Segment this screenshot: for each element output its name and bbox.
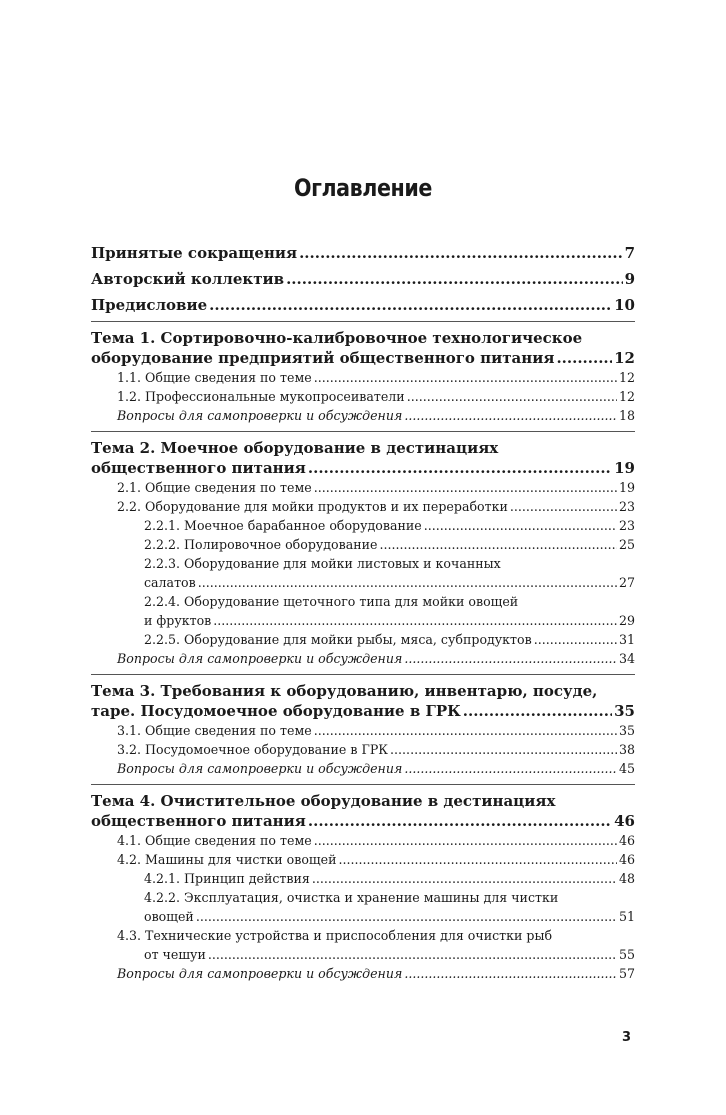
toc-item-3-1[interactable]: 3.1. Общие сведения по теме ..... 35 <box>117 721 635 740</box>
section-divider <box>91 784 635 785</box>
toc-item-2-2-3-line1[interactable]: 2.2.3. Оборудование для мойки листовых и кочанных <box>144 556 501 571</box>
toc-item-2-2-2[interactable]: 2.2.2. Полировочное оборудование ..... 25 <box>144 535 635 554</box>
toc-page-number: 46 <box>614 812 635 830</box>
toc-item-2-2[interactable]: 2.2. Оборудование для мойки продуктов и их переработки ..... 23 <box>117 497 635 516</box>
toc-entry-text: Принятые сокращения <box>91 244 298 262</box>
section-divider <box>91 321 635 322</box>
toc-topic-1-heading[interactable]: Тема 1. Сортировочно-калибровочное технологическое <box>91 329 583 347</box>
toc-item-4-2[interactable]: 4.2. Машины для чистки овощей ..... 46 <box>117 850 635 869</box>
toc-entry-text: Авторский коллектив <box>91 270 285 288</box>
toc-page-number: 35 <box>614 702 635 720</box>
toc-topic-2[interactable]: общественного питания ..... 19 <box>91 458 635 478</box>
toc-item-1-1[interactable]: 1.1. Общие сведения по теме ..... 12 <box>117 368 635 387</box>
toc-item-2-2-4-line1[interactable]: 2.2.4. Оборудование щеточного типа для мойки овощей <box>144 594 519 609</box>
toc-entry-preface[interactable] <box>91 295 635 315</box>
toc-page-number: 9 <box>624 270 635 288</box>
toc-questions-2[interactable]: Вопросы для самопроверки и обсуждения ..... 34 <box>117 649 635 668</box>
toc-item-1-2[interactable]: 1.2. Профессиональные мукопросеиватели ..... 12 <box>117 387 635 406</box>
toc-topic-4-heading[interactable]: Тема 4. Очистительное оборудование в дестинациях <box>91 792 556 810</box>
toc-item-2-2-1[interactable]: 2.2.1. Моечное барабанное оборудование ..... 23 <box>144 516 635 535</box>
toc-entry-authors[interactable] <box>91 269 635 289</box>
toc-page-number: 7 <box>624 244 635 262</box>
toc-topic-2-heading[interactable]: Тема 2. Моечное оборудование в дестинациях <box>91 439 499 457</box>
toc-item-2-1[interactable]: 2.1. Общие сведения по теме ..... 19 <box>117 478 635 497</box>
toc-topic-4[interactable]: общественного питания ..... 46 <box>91 811 635 831</box>
toc-entry-text: Предисловие <box>91 296 208 314</box>
toc-questions-1[interactable]: Вопросы для самопроверки и обсуждения ..... 18 <box>117 406 635 425</box>
toc-item-4-3[interactable]: от чешуи ..... 55 <box>144 945 635 964</box>
toc-item-4-1[interactable]: 4.1. Общие сведения по теме ..... 46 <box>117 831 635 850</box>
toc-item-4-2-2-line1[interactable]: 4.2.2. Эксплуатация, очистка и хранение машины для чистки <box>144 890 559 905</box>
toc-item-4-3-line1[interactable]: 4.3. Технические устройства и приспособления для очистки рыб <box>117 928 553 943</box>
page-number: 3 <box>622 1030 632 1045</box>
toc-entry-abbreviations[interactable] <box>91 243 635 263</box>
toc-topic-3-heading[interactable]: Тема 3. Требования к оборудованию, инвентарю, посуде, <box>91 682 598 700</box>
toc-page-number: 10 <box>614 296 635 314</box>
page-title: Оглавление <box>294 174 432 202</box>
toc-item-2-2-4[interactable]: и фруктов ..... 29 <box>144 611 635 630</box>
toc-questions-4[interactable]: Вопросы для самопроверки и обсуждения ..... 57 <box>117 964 635 983</box>
toc-topic-3[interactable]: таре. Посудомоечное оборудование в ГРК ..... 35 <box>91 701 635 721</box>
section-divider <box>91 674 635 675</box>
toc-topic-1[interactable]: оборудование предприятий общественного питания ..... 12 <box>91 348 635 368</box>
toc-page-number: 19 <box>614 459 635 477</box>
toc-item-4-2-2[interactable]: овощей ..... 51 <box>144 907 635 926</box>
toc-item-2-2-3[interactable]: салатов ..... 27 <box>144 573 635 592</box>
toc-item-4-2-1[interactable]: 4.2.1. Принцип действия ..... 48 <box>144 869 635 888</box>
table-of-contents <box>91 243 635 983</box>
toc-questions-3[interactable]: Вопросы для самопроверки и обсуждения ..... 45 <box>117 759 635 778</box>
toc-item-3-2[interactable]: 3.2. Посудомоечное оборудование в ГРК ..... 38 <box>117 740 635 759</box>
toc-item-2-2-5[interactable]: 2.2.5. Оборудование для мойки рыбы, мяса, субпродуктов ..... 31 <box>144 630 635 649</box>
toc-page-number: 12 <box>614 349 635 367</box>
section-divider <box>91 431 635 432</box>
